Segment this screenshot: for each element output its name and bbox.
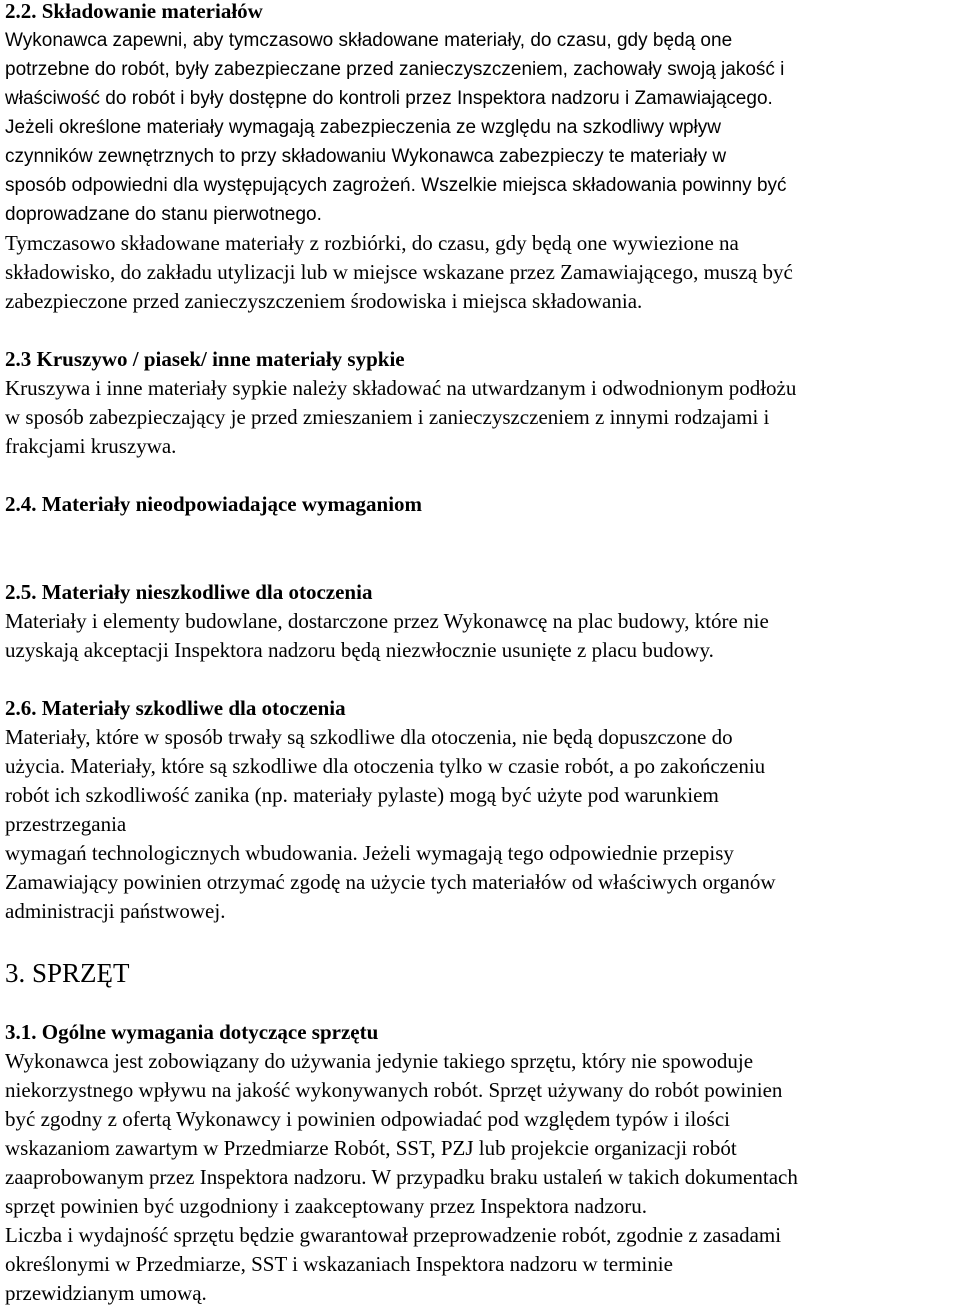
text-line: frakcjami kruszywa. bbox=[5, 434, 177, 458]
text-line: administracji państwowej. bbox=[5, 899, 226, 923]
text-line: uzyskają akceptacji Inspektora nadzoru będą niezwłocznie usunięte z placu budowy. bbox=[5, 638, 714, 662]
text-line: Kruszywa i inne materiały sypkie należy składować na utwardzanym i odwodnionym podłożu bbox=[5, 376, 797, 400]
section-heading-2-6: 2.6. Materiały szkodliwe dla otoczenia bbox=[5, 696, 346, 720]
text-line: niekorzystnego wpływu na jakość wykonywanych robót. Sprzęt używany do robót powinien bbox=[5, 1078, 783, 1102]
text-line: Wykonawca jest zobowiązany do używania jedynie takiego sprzętu, który nie spowoduje bbox=[5, 1049, 754, 1073]
text-line: w sposób zabezpieczający je przed zmieszaniem i zanieczyszczeniem z innymi rodzajami i bbox=[5, 405, 770, 429]
text-line: sposób odpowiedni dla występujących zagrożeń. Wszelkie miejsca składowania powinny być bbox=[5, 175, 787, 196]
chapter-heading-3: 3. SPRZĘT bbox=[5, 958, 130, 988]
text-line: zabezpieczone przed zanieczyszczeniem środowiska i miejsca składowania. bbox=[5, 289, 643, 313]
text-line: Materiały i elementy budowlane, dostarczone przez Wykonawcę na plac budowy, które nie bbox=[5, 609, 769, 633]
text-line: Zamawiający powinien otrzymać zgodę na użycie tych materiałów od właściwych organów bbox=[5, 870, 776, 894]
section-heading-2-3: 2.3 Kruszywo / piasek/ inne materiały sypkie bbox=[5, 347, 405, 371]
section-heading-3-1: 3.1. Ogólne wymagania dotyczące sprzętu bbox=[5, 1020, 379, 1044]
text-line: czynników zewnętrznych to przy składowaniu Wykonawca zabezpieczy te materiały w bbox=[5, 146, 727, 167]
section-heading-2-4: 2.4. Materiały nieodpowiadające wymaganiom bbox=[5, 492, 423, 516]
text-line: składowisko, do zakładu utylizacji lub w miejsce wskazane przez Zamawiającego, muszą być bbox=[5, 260, 793, 284]
text-line: właściwość do robót i były dostępne do kontroli przez Inspektora nadzoru i Zamawiającego. bbox=[5, 88, 773, 109]
text-line: doprowadzane do stanu pierwotnego. bbox=[5, 204, 322, 225]
text-line: wymagań technologicznych wbudowania. Jeżeli wymagają tego odpowiednie przepisy bbox=[5, 841, 734, 865]
text-line: użycia. Materiały, które są szkodliwe dla otoczenia tylko w czasie robót, a po zakończeniu bbox=[5, 754, 766, 778]
text-line: Wykonawca zapewni, aby tymczasowo składowane materiały, do czasu, gdy będą one bbox=[5, 30, 733, 51]
text-line: być zgodny z ofertą Wykonawcy i powinien odpowiadać pod względem typów i ilości bbox=[5, 1107, 730, 1131]
section-heading-2-2: 2.2. Składowanie materiałów bbox=[5, 0, 263, 23]
section-heading-2-5: 2.5. Materiały nieszkodliwe dla otoczenia bbox=[5, 580, 373, 604]
text-line: zaaprobowanym przez Inspektora nadzoru. W przypadku braku ustaleń w takich dokumentach bbox=[5, 1165, 798, 1189]
text-line: potrzebne do robót, były zabezpieczane przed zanieczyszczeniem, zachowały swoją jakość i bbox=[5, 59, 785, 80]
text-line: przestrzegania bbox=[5, 812, 127, 836]
text-line: sprzęt powinien być uzgodniony i zaakceptowany przez Inspektora nadzoru. bbox=[5, 1194, 648, 1218]
text-line: robót ich szkodliwość zanika (np. materiały pylaste) mogą być użyte pod warunkiem bbox=[5, 783, 719, 807]
text-line: przewidzianym umową. bbox=[5, 1281, 207, 1305]
text-line: Materiały, które w sposób trwały są szkodliwe dla otoczenia, nie będą dopuszczone do bbox=[5, 725, 733, 749]
text-line: Tymczasowo składowane materiały z rozbiórki, do czasu, gdy będą one wywiezione na bbox=[5, 231, 739, 255]
text-line: określonymi w Przedmiarze, SST i wskazaniach Inspektora nadzoru w terminie bbox=[5, 1252, 673, 1276]
text-line: Liczba i wydajność sprzętu będzie gwarantował przeprowadzenie robót, zgodnie z zasadami bbox=[5, 1223, 782, 1247]
text-line: wskazaniom zawartym w Przedmiarze Robót, SST, PZJ lub projekcie organizacji robót bbox=[5, 1136, 737, 1160]
text-line: Jeżeli określone materiały wymagają zabezpieczenia ze względu na szkodliwy wpływ bbox=[5, 117, 721, 138]
